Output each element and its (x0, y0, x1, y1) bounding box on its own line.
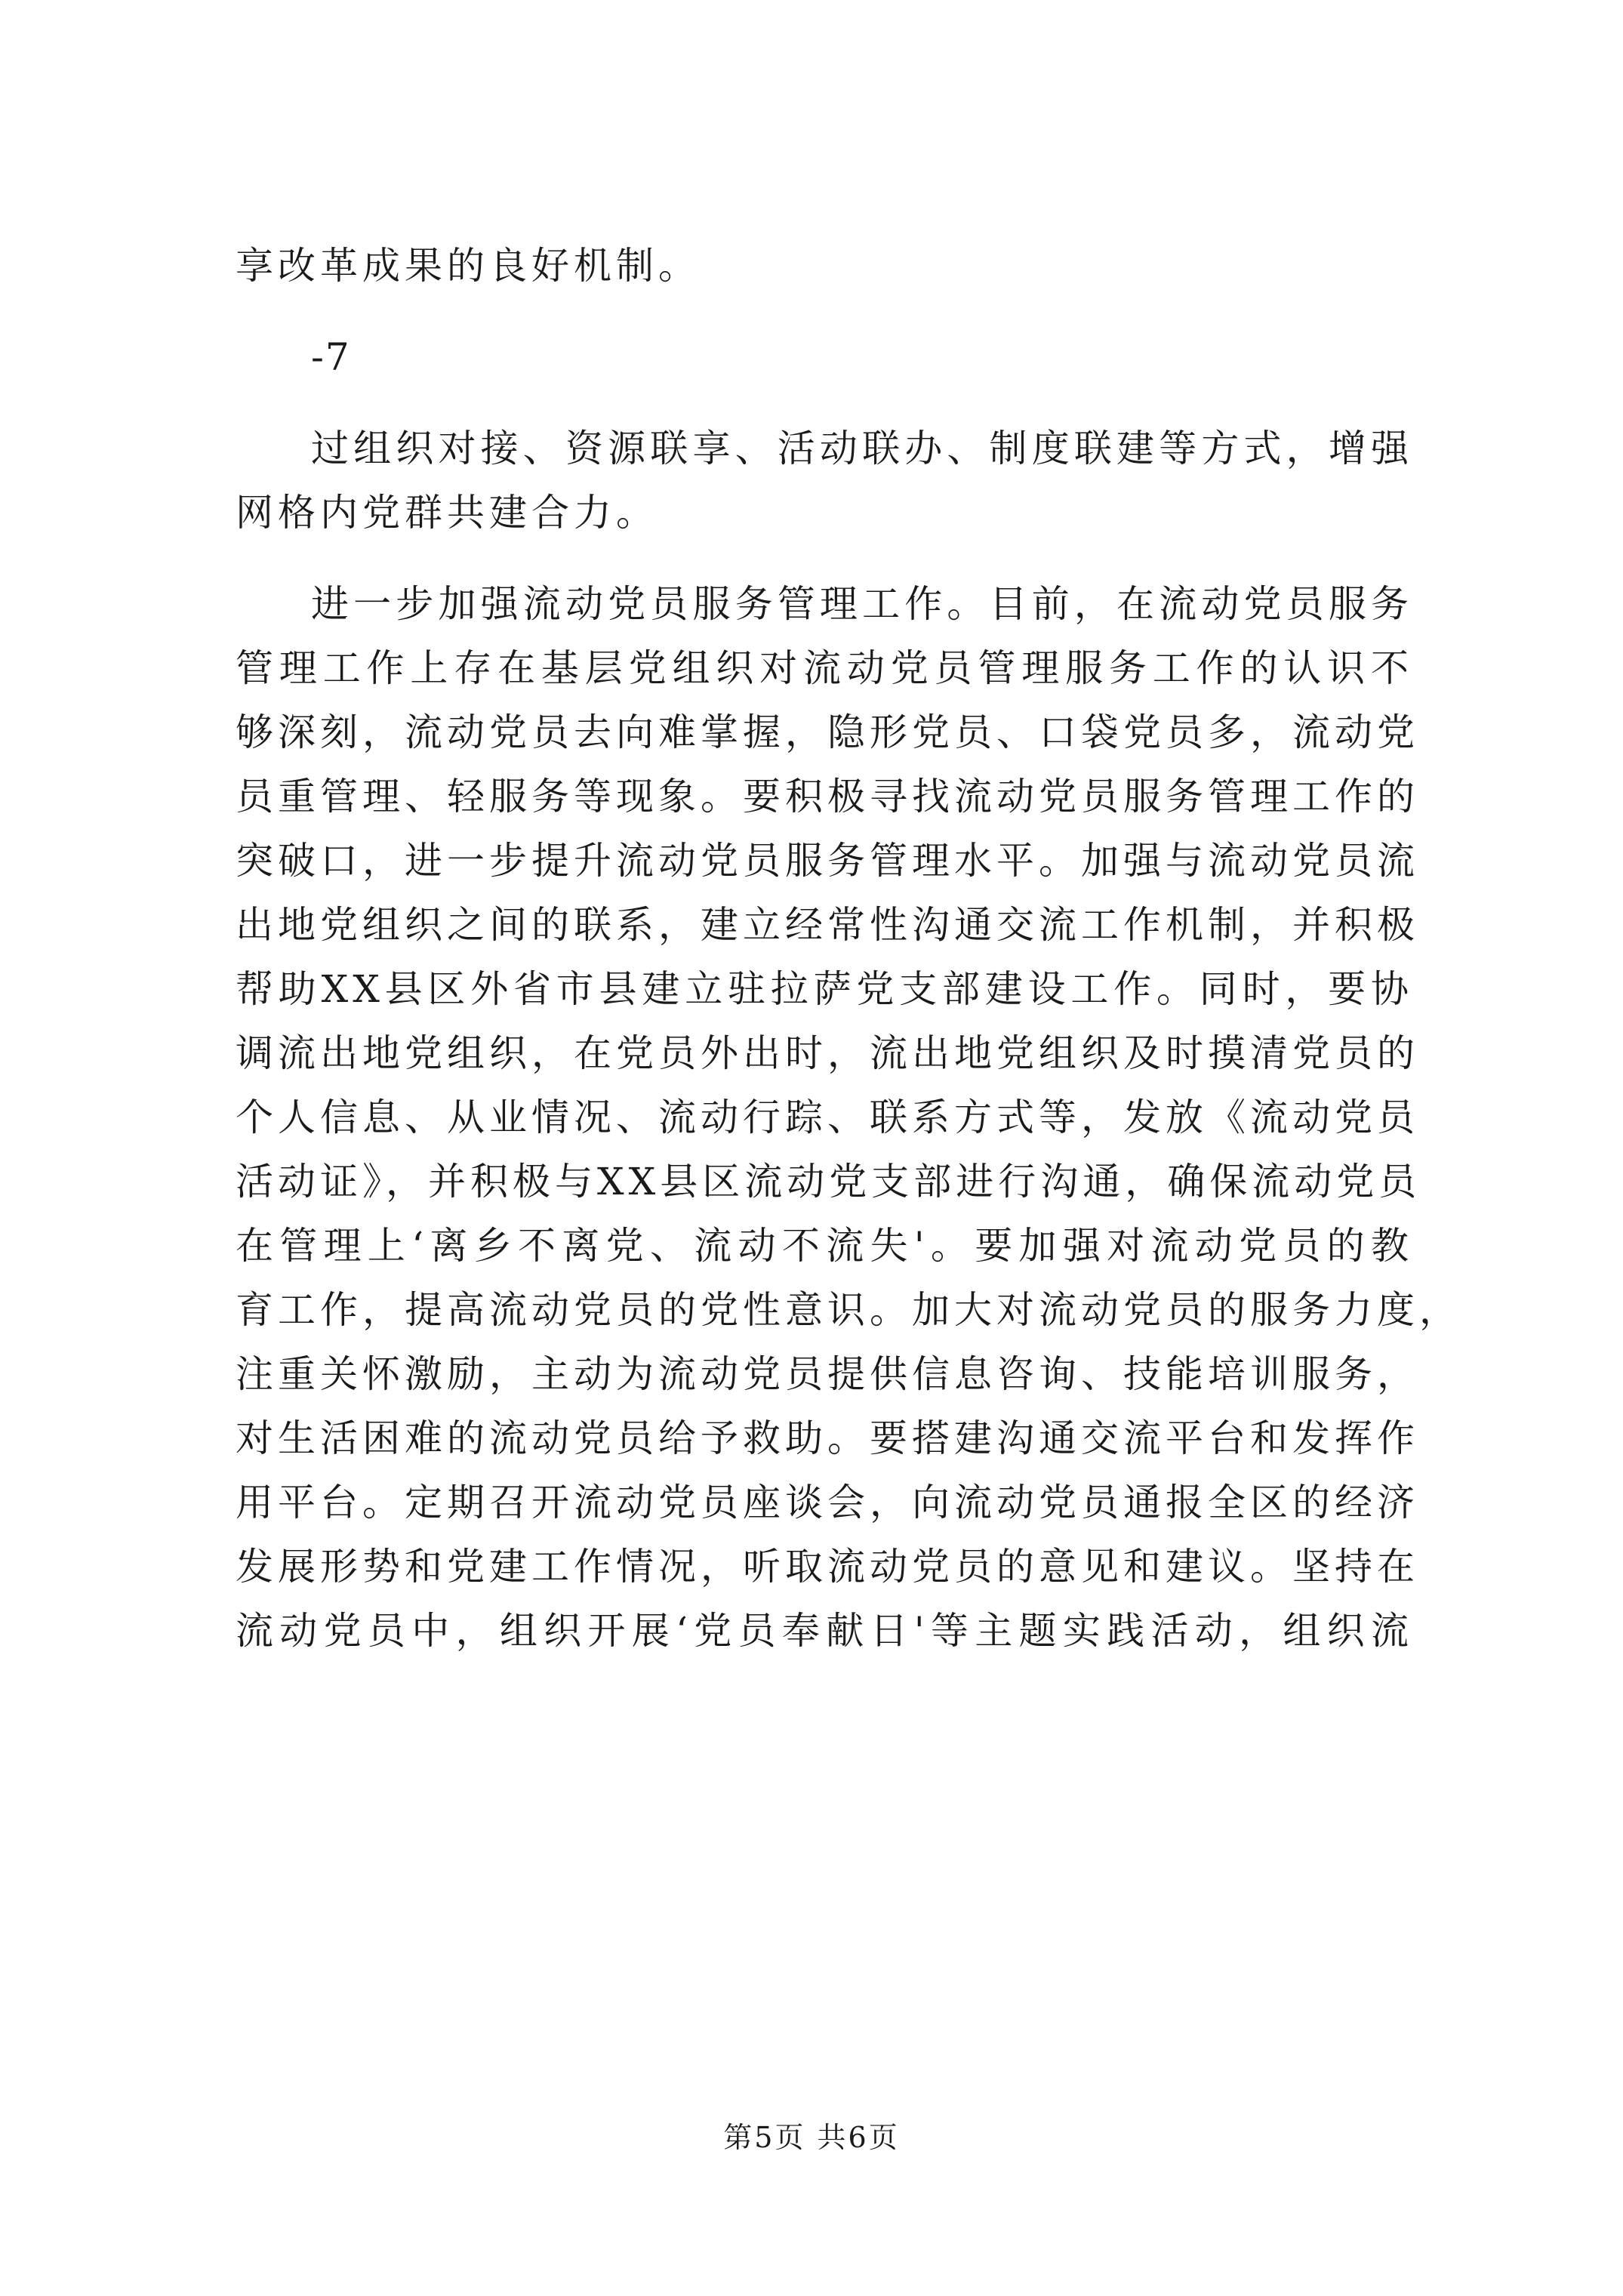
paragraph-line: 过组织对接、资源联享、活动联办、制度联建等方式，增强 (311, 427, 1413, 470)
paragraph-line: 员重管理、轻服务等现象。要积极寻找流动党员服务管理工作的 (236, 775, 1419, 818)
paragraph-line: 出地党组织之间的联系，建立经常性沟通交流工作机制，并积极 (236, 903, 1419, 947)
paragraph-line: 突破口，进一步提升流动党员服务管理水平。加强与流动党员流 (236, 839, 1419, 883)
paragraph-line: 活动证》，并积极与XX县区流动党支部进行沟通，确保流动党员 (236, 1160, 1421, 1203)
page-number-label: 第5页 共6页 (723, 2121, 900, 2154)
paragraph-line: 网格内党群共建合力。 (236, 491, 658, 535)
paragraph-line: 发展形势和党建工作情况，听取流动党员的意见和建议。坚持在 (236, 1545, 1419, 1589)
paragraph-line: 在管理上‘离乡不离党、流动不流失'。要加强对流动党员的教 (236, 1224, 1413, 1268)
paragraph-line: 够深刻，流动党员去向难掌握，隐形党员、口袋党员多，流动党 (236, 710, 1419, 754)
paragraph-line: 流动党员中，组织开展‘党员奉献日'等主题实践活动，组织流 (236, 1609, 1413, 1653)
paragraph-line: 用平台。定期召开流动党员座谈会，向流动党员通报全区的经济 (236, 1481, 1419, 1524)
document-body (236, 234, 1461, 1663)
paragraph-line: 育工作，提高流动党员的党性意识。加大对流动党员的服务力度， (236, 1288, 1461, 1332)
spacer (236, 390, 1413, 417)
spacer (236, 298, 1413, 325)
paragraph-2 (236, 417, 1413, 545)
paragraph-3 (236, 572, 1461, 1663)
paragraph-line: 管理工作上存在基层党组织对流动党员管理服务工作的认识不 (236, 646, 1413, 690)
paragraph-continuation-line: 享改革成果的良好机制。 (236, 244, 701, 288)
paragraph-line: 帮助XX县区外省市县建立驻拉萨党支部建设工作。同时，要协 (236, 967, 1413, 1011)
paragraph-line: 个人信息、从业情况、流动行踪、联系方式等，发放《流动党员 (236, 1096, 1419, 1139)
page-footer (0, 2114, 1623, 2156)
inline-page-marker: -7 (311, 335, 351, 379)
paragraph-line: 进一步加强流动党员服务管理工作。目前，在流动党员服务 (311, 582, 1413, 626)
paragraph-line: 对生活困难的流动党员给予救助。要搭建沟通交流平台和发挥作 (236, 1416, 1419, 1460)
spacer (236, 545, 1413, 572)
paragraph-line: 注重关怀激励，主动为流动党员提供信息咨询、技能培训服务， (236, 1352, 1419, 1396)
paragraph-line: 调流出地党组织，在党员外出时，流出地党组织及时摸清党员的 (236, 1031, 1419, 1075)
